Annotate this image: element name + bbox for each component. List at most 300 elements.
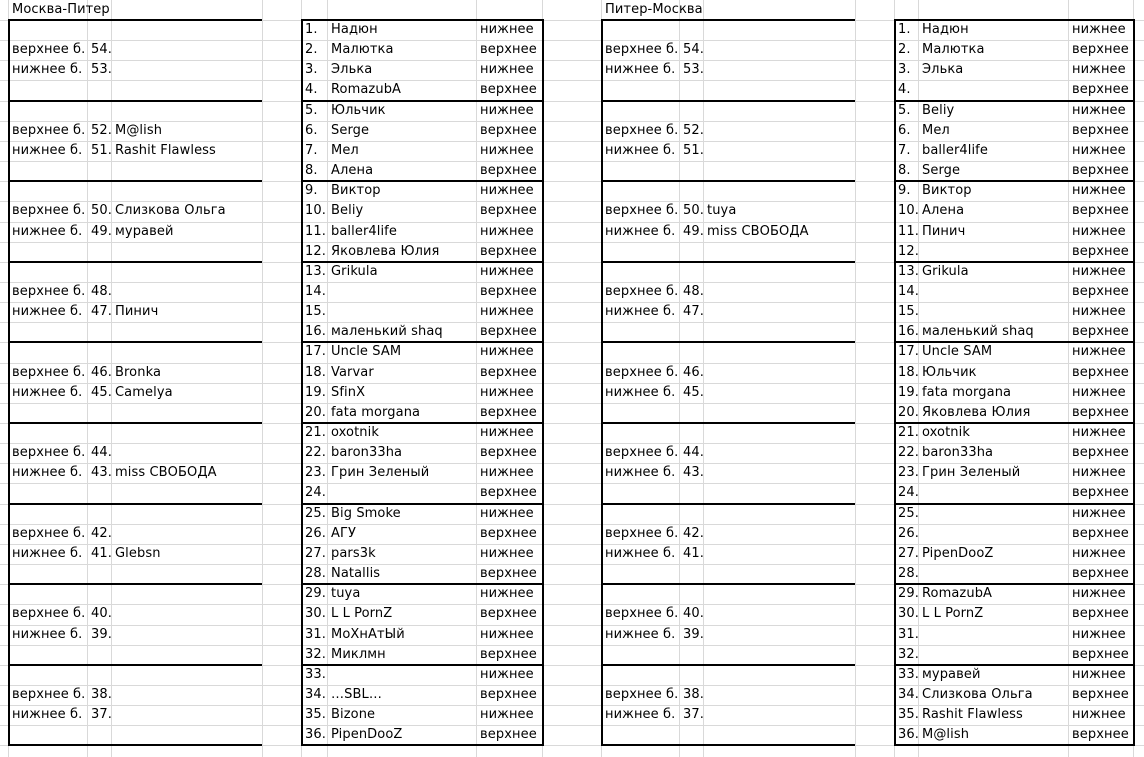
side-berth-type-cell[interactable]: нижнее б. [605,546,676,561]
seat-number-cell[interactable]: 22. [305,445,326,460]
seat-number-cell[interactable]: 29. [898,586,919,601]
berth-type-cell[interactable]: верхнее [1072,485,1129,500]
side-berth-type-cell[interactable]: верхнее б. [605,42,679,57]
side-passenger-name-cell[interactable] [704,60,707,80]
seat-number-cell[interactable]: 6. [305,123,318,138]
seat-number-cell[interactable]: 26. [898,526,919,541]
side-berth-type-cell[interactable]: нижнее б. [12,143,83,158]
berth-type-cell[interactable]: верхнее [1072,405,1129,420]
berth-type-cell[interactable]: нижнее [480,667,534,682]
side-berth-type-cell[interactable]: нижнее б. [12,627,83,642]
seat-number-cell[interactable]: 22. [898,445,919,460]
berth-type-cell[interactable]: верхнее [480,566,537,581]
seat-number-cell[interactable]: 29. [305,586,326,601]
seat-number-cell[interactable]: 19. [305,385,326,400]
berth-type-cell[interactable]: верхнее [480,727,537,742]
passenger-name-cell[interactable]: baller4life [922,143,988,158]
berth-type-cell[interactable]: верхнее [480,485,537,500]
berth-type-cell[interactable]: верхнее [1072,606,1129,621]
seat-number-cell[interactable]: 32. [898,647,919,662]
berth-type-cell[interactable]: нижнее [1072,344,1126,359]
seat-number-cell[interactable]: 35. [898,707,919,722]
passenger-name-cell[interactable]: Grikula [331,264,378,279]
berth-type-cell[interactable]: нижнее [480,344,534,359]
seat-number-cell[interactable]: 14. [305,284,326,299]
seat-number-cell[interactable]: 17. [305,344,326,359]
berth-type-cell[interactable]: нижнее [480,304,534,319]
seat-number-cell[interactable]: 15. [305,304,326,319]
seat-number-cell[interactable]: 2. [305,42,318,57]
side-passenger-name-cell[interactable] [112,604,115,624]
side-berth-type-cell[interactable]: верхнее б. [12,365,86,380]
berth-type-cell[interactable]: нижнее [1072,183,1126,198]
side-seat-number-cell[interactable]: 49. [91,224,112,239]
berth-type-cell[interactable]: нижнее [1072,465,1126,480]
berth-type-cell[interactable]: нижнее [1072,385,1126,400]
side-passenger-name-cell[interactable]: муравей [115,224,174,239]
passenger-name-cell[interactable]: Яковлева Юлия [922,405,1031,420]
seat-number-cell[interactable]: 23. [898,465,919,480]
passenger-name-cell[interactable]: Big Smoke [331,506,401,521]
berth-type-cell[interactable]: нижнее [480,425,534,440]
side-passenger-name-cell[interactable]: Camelya [115,385,173,400]
berth-type-cell[interactable]: нижнее [1072,304,1126,319]
berth-type-cell[interactable]: нижнее [480,627,534,642]
berth-type-cell[interactable]: верхнее [480,606,537,621]
side-seat-number-cell[interactable]: 54. [91,42,112,57]
seat-number-cell[interactable]: 28. [305,566,326,581]
side-berth-type-cell[interactable]: нижнее б. [605,465,676,480]
passenger-name-cell[interactable]: Мел [922,123,950,138]
passenger-name-cell[interactable]: baron33ha [331,445,403,460]
berth-type-cell[interactable]: верхнее [1072,123,1129,138]
passenger-name-cell[interactable] [919,645,922,665]
side-passenger-name-cell[interactable]: Пинич [115,304,159,319]
seat-number-cell[interactable]: 19. [898,385,919,400]
berth-type-cell[interactable]: верхнее [480,42,537,57]
berth-type-cell[interactable]: верхнее [480,687,537,702]
passenger-name-cell[interactable]: АГУ [331,526,357,541]
seat-number-cell[interactable]: 2. [898,42,911,57]
side-berth-type-cell[interactable]: нижнее б. [605,304,676,319]
passenger-name-cell[interactable]: маленький shaq [922,324,1034,339]
berth-type-cell[interactable]: нижнее [1072,103,1126,118]
side-seat-number-cell[interactable]: 44. [683,445,704,460]
side-passenger-name-cell[interactable]: M@lish [115,123,163,138]
berth-type-cell[interactable]: верхнее [480,324,537,339]
side-seat-number-cell[interactable]: 38. [683,687,704,702]
side-passenger-name-cell[interactable] [112,40,115,60]
seat-number-cell[interactable]: 11. [305,224,326,239]
berth-type-cell[interactable]: нижнее [480,264,534,279]
side-berth-type-cell[interactable]: верхнее б. [605,606,679,621]
passenger-name-cell[interactable] [919,524,922,544]
seat-number-cell[interactable]: 27. [305,546,326,561]
side-seat-number-cell[interactable]: 52. [91,123,112,138]
passenger-name-cell[interactable]: L L PornZ [331,606,393,621]
berth-type-cell[interactable]: нижнее [480,707,534,722]
side-seat-number-cell[interactable]: 44. [91,445,112,460]
seat-number-cell[interactable]: 11. [898,224,919,239]
passenger-name-cell[interactable] [919,242,922,262]
seat-number-cell[interactable]: 20. [305,405,326,420]
side-passenger-name-cell[interactable] [704,544,707,564]
berth-type-cell[interactable]: верхнее [1072,526,1129,541]
passenger-name-cell[interactable] [919,302,922,322]
side-berth-type-cell[interactable]: нижнее б. [605,143,676,158]
side-passenger-name-cell[interactable] [112,282,115,302]
passenger-name-cell[interactable]: Алена [331,163,374,178]
seat-number-cell[interactable]: 33. [898,667,919,682]
side-passenger-name-cell[interactable] [704,302,707,322]
side-berth-type-cell[interactable]: нижнее б. [605,224,676,239]
seat-number-cell[interactable]: 28. [898,566,919,581]
side-passenger-name-cell[interactable]: Rashit Flawless [115,143,216,158]
side-passenger-name-cell[interactable] [704,40,707,60]
passenger-name-cell[interactable] [919,282,922,302]
seat-number-cell[interactable]: 18. [898,365,919,380]
seat-number-cell[interactable]: 25. [898,506,919,521]
berth-type-cell[interactable]: верхнее [1072,365,1129,380]
berth-type-cell[interactable]: верхнее [480,123,537,138]
seat-number-cell[interactable]: 9. [898,183,911,198]
berth-type-cell[interactable]: нижнее [1072,707,1126,722]
passenger-name-cell[interactable]: Миклмн [331,647,386,662]
side-berth-type-cell[interactable]: верхнее б. [12,445,86,460]
seat-number-cell[interactable]: 21. [898,425,919,440]
side-berth-type-cell[interactable]: верхнее б. [605,203,679,218]
side-seat-number-cell[interactable]: 54. [683,42,704,57]
berth-type-cell[interactable]: нижнее [480,224,534,239]
passenger-name-cell[interactable]: Rashit Flawless [922,707,1023,722]
berth-type-cell[interactable]: нижнее [480,22,534,37]
side-berth-type-cell[interactable]: верхнее б. [605,284,679,299]
side-seat-number-cell[interactable]: 52. [683,123,704,138]
side-passenger-name-cell[interactable]: tuya [707,203,737,218]
side-seat-number-cell[interactable]: 48. [91,284,112,299]
side-seat-number-cell[interactable]: 37. [683,707,704,722]
sheet-title-moscow-piter[interactable]: Москва-Питер [12,2,110,17]
seat-number-cell[interactable]: 14. [898,284,919,299]
side-seat-number-cell[interactable]: 42. [91,526,112,541]
passenger-name-cell[interactable] [919,504,922,524]
side-seat-number-cell[interactable]: 46. [91,365,112,380]
side-berth-type-cell[interactable]: нижнее б. [12,224,83,239]
side-seat-number-cell[interactable]: 38. [91,687,112,702]
side-berth-type-cell[interactable]: нижнее б. [12,304,83,319]
passenger-name-cell[interactable]: Яковлева Юлия [331,244,440,259]
side-berth-type-cell[interactable]: верхнее б. [605,526,679,541]
seat-number-cell[interactable]: 8. [305,163,318,178]
seat-number-cell[interactable]: 13. [898,264,919,279]
passenger-name-cell[interactable] [919,80,922,100]
side-passenger-name-cell[interactable] [704,524,707,544]
passenger-name-cell[interactable]: Виктор [331,183,381,198]
passenger-name-cell[interactable]: Мел [331,143,359,158]
seat-number-cell[interactable]: 9. [305,183,318,198]
seat-number-cell[interactable]: 32. [305,647,326,662]
side-berth-type-cell[interactable]: верхнее б. [12,203,86,218]
seat-number-cell[interactable]: 13. [305,264,326,279]
side-seat-number-cell[interactable]: 50. [91,203,112,218]
passenger-name-cell[interactable]: fata morgana [922,385,1012,400]
seat-number-cell[interactable]: 16. [898,324,919,339]
berth-type-cell[interactable]: нижнее [480,143,534,158]
passenger-name-cell[interactable]: Алена [922,203,965,218]
berth-type-cell[interactable]: верхнее [480,405,537,420]
side-seat-number-cell[interactable]: 43. [683,465,704,480]
berth-type-cell[interactable]: нижнее [480,465,534,480]
side-seat-number-cell[interactable]: 37. [91,707,112,722]
passenger-name-cell[interactable] [919,625,922,645]
passenger-name-cell[interactable]: Bizone [331,707,376,722]
berth-type-cell[interactable]: нижнее [1072,506,1126,521]
seat-number-cell[interactable]: 7. [898,143,911,158]
passenger-name-cell[interactable]: L L PornZ [922,606,984,621]
seat-number-cell[interactable]: 16. [305,324,326,339]
sheet-title-piter-moscow[interactable]: Питер-Москва [605,2,703,17]
side-passenger-name-cell[interactable]: Bronka [115,365,162,380]
seat-number-cell[interactable]: 1. [898,22,911,37]
passenger-name-cell[interactable]: Грин Зеленый [922,465,1021,480]
passenger-name-cell[interactable]: RomazubA [331,82,402,97]
berth-type-cell[interactable]: верхнее [480,284,537,299]
passenger-name-cell[interactable] [328,282,331,302]
berth-type-cell[interactable]: нижнее [480,506,534,521]
side-berth-type-cell[interactable]: нижнее б. [605,62,676,77]
berth-type-cell[interactable]: верхнее [1072,324,1129,339]
berth-type-cell[interactable]: верхнее [1072,42,1129,57]
passenger-name-cell[interactable]: baller4life [331,224,397,239]
side-seat-number-cell[interactable]: 51. [91,143,112,158]
side-passenger-name-cell[interactable] [704,705,707,725]
passenger-name-cell[interactable]: муравей [922,667,981,682]
seat-number-cell[interactable]: 20. [898,405,919,420]
passenger-name-cell[interactable]: tuya [331,586,361,601]
side-seat-number-cell[interactable]: 40. [683,606,704,621]
berth-type-cell[interactable]: верхнее [1072,284,1129,299]
berth-type-cell[interactable]: нижнее [480,586,534,601]
side-passenger-name-cell[interactable] [112,705,115,725]
side-berth-type-cell[interactable]: верхнее б. [12,42,86,57]
side-berth-type-cell[interactable]: нижнее б. [12,465,83,480]
passenger-name-cell[interactable]: Слизкова Ольга [922,687,1033,702]
side-berth-type-cell[interactable]: нижнее б. [605,385,676,400]
berth-type-cell[interactable]: нижнее [1072,546,1126,561]
side-berth-type-cell[interactable]: верхнее б. [605,365,679,380]
seat-number-cell[interactable]: 24. [898,485,919,500]
seat-number-cell[interactable]: 5. [305,103,318,118]
seat-number-cell[interactable]: 21. [305,425,326,440]
passenger-name-cell[interactable]: Надюн [331,22,378,37]
seat-number-cell[interactable]: 30. [305,606,326,621]
passenger-name-cell[interactable]: M@lish [922,727,970,742]
berth-type-cell[interactable]: нижнее [1072,62,1126,77]
seat-number-cell[interactable]: 10. [305,203,326,218]
seat-number-cell[interactable]: 25. [305,506,326,521]
passenger-name-cell[interactable]: Uncle SAM [922,344,993,359]
passenger-name-cell[interactable] [328,302,331,322]
seat-number-cell[interactable]: 31. [305,627,326,642]
berth-type-cell[interactable]: верхнее [480,647,537,662]
berth-type-cell[interactable]: верхнее [480,203,537,218]
seat-number-cell[interactable]: 36. [305,727,326,742]
seat-number-cell[interactable]: 35. [305,707,326,722]
passenger-name-cell[interactable]: PipenDooZ [331,727,403,742]
seat-number-cell[interactable]: 3. [898,62,911,77]
seat-number-cell[interactable]: 18. [305,365,326,380]
berth-type-cell[interactable]: нижнее [1072,425,1126,440]
passenger-name-cell[interactable]: Varvar [331,365,374,380]
seat-number-cell[interactable]: 6. [898,123,911,138]
seat-number-cell[interactable]: 7. [305,143,318,158]
passenger-name-cell[interactable]: Виктор [922,183,972,198]
side-berth-type-cell[interactable]: верхнее б. [12,123,86,138]
side-seat-number-cell[interactable]: 47. [91,304,112,319]
seat-number-cell[interactable]: 1. [305,22,318,37]
passenger-name-cell[interactable]: Uncle SAM [331,344,402,359]
berth-type-cell[interactable]: нижнее [1072,667,1126,682]
berth-type-cell[interactable]: верхнее [480,365,537,380]
berth-type-cell[interactable]: нижнее [1072,224,1126,239]
side-passenger-name-cell[interactable]: miss СВОБОДА [115,465,217,480]
berth-type-cell[interactable]: верхнее [480,163,537,178]
side-passenger-name-cell[interactable] [704,383,707,403]
berth-type-cell[interactable]: нижнее [1072,264,1126,279]
side-berth-type-cell[interactable]: верхнее б. [605,123,679,138]
passenger-name-cell[interactable]: Пинич [922,224,966,239]
berth-type-cell[interactable]: верхнее [480,244,537,259]
side-passenger-name-cell[interactable] [704,685,707,705]
seat-number-cell[interactable]: 34. [305,687,326,702]
side-seat-number-cell[interactable]: 41. [683,546,704,561]
side-seat-number-cell[interactable]: 42. [683,526,704,541]
passenger-name-cell[interactable]: маленький shaq [331,324,443,339]
side-berth-type-cell[interactable]: верхнее б. [605,687,679,702]
seat-number-cell[interactable]: 8. [898,163,911,178]
side-passenger-name-cell[interactable]: Слизкова Ольга [115,203,226,218]
berth-type-cell[interactable]: верхнее [1072,687,1129,702]
side-seat-number-cell[interactable]: 45. [91,385,112,400]
passenger-name-cell[interactable] [328,665,331,685]
side-passenger-name-cell[interactable]: miss СВОБОДА [707,224,809,239]
side-berth-type-cell[interactable]: верхнее б. [605,445,679,460]
berth-type-cell[interactable]: верхнее [480,526,537,541]
seat-number-cell[interactable]: 12. [305,244,326,259]
side-seat-number-cell[interactable]: 43. [91,465,112,480]
passenger-name-cell[interactable] [919,564,922,584]
passenger-name-cell[interactable]: RomazubA [922,586,993,601]
seat-number-cell[interactable]: 4. [898,82,911,97]
passenger-name-cell[interactable]: Юльчик [922,365,977,380]
side-berth-type-cell[interactable]: нижнее б. [605,627,676,642]
side-passenger-name-cell[interactable] [112,625,115,645]
side-berth-type-cell[interactable]: нижнее б. [12,62,83,77]
berth-type-cell[interactable]: верхнее [1072,445,1129,460]
side-passenger-name-cell[interactable] [112,443,115,463]
side-seat-number-cell[interactable]: 39. [91,627,112,642]
seat-number-cell[interactable]: 5. [898,103,911,118]
passenger-name-cell[interactable]: Serge [331,123,370,138]
passenger-name-cell[interactable]: Grikula [922,264,969,279]
seat-number-cell[interactable]: 4. [305,82,318,97]
side-seat-number-cell[interactable]: 49. [683,224,704,239]
berth-type-cell[interactable]: нижнее [480,546,534,561]
passenger-name-cell[interactable]: oxotnik [331,425,379,440]
side-seat-number-cell[interactable]: 53. [683,62,704,77]
seat-number-cell[interactable]: 31. [898,627,919,642]
berth-type-cell[interactable]: нижнее [480,62,534,77]
passenger-name-cell[interactable]: SfinX [331,385,366,400]
side-passenger-name-cell[interactable] [112,685,115,705]
side-seat-number-cell[interactable]: 40. [91,606,112,621]
berth-type-cell[interactable]: верхнее [480,82,537,97]
seat-number-cell[interactable]: 3. [305,62,318,77]
passenger-name-cell[interactable]: Грин Зеленый [331,465,430,480]
passenger-name-cell[interactable]: Serge [922,163,961,178]
berth-type-cell[interactable]: верхнее [1072,727,1129,742]
side-berth-type-cell[interactable]: верхнее б. [12,526,86,541]
side-seat-number-cell[interactable]: 47. [683,304,704,319]
seat-number-cell[interactable]: 15. [898,304,919,319]
side-berth-type-cell[interactable]: верхнее б. [12,687,86,702]
passenger-name-cell[interactable]: Natallis [331,566,381,581]
side-berth-type-cell[interactable]: нижнее б. [12,546,83,561]
side-seat-number-cell[interactable]: 45. [683,385,704,400]
side-berth-type-cell[interactable]: нижнее б. [605,707,676,722]
seat-number-cell[interactable]: 10. [898,203,919,218]
side-seat-number-cell[interactable]: 48. [683,284,704,299]
passenger-name-cell[interactable]: PipenDooZ [922,546,994,561]
passenger-name-cell[interactable]: Надюн [922,22,969,37]
passenger-name-cell[interactable]: Элька [922,62,964,77]
side-passenger-name-cell[interactable] [704,282,707,302]
side-seat-number-cell[interactable]: 41. [91,546,112,561]
passenger-name-cell[interactable]: Малютка [331,42,394,57]
side-berth-type-cell[interactable]: нижнее б. [12,385,83,400]
side-passenger-name-cell[interactable] [704,463,707,483]
berth-type-cell[interactable]: нижнее [1072,627,1126,642]
passenger-name-cell[interactable] [328,483,331,503]
berth-type-cell[interactable]: нижнее [1072,22,1126,37]
passenger-name-cell[interactable]: Элька [331,62,373,77]
seat-number-cell[interactable]: 36. [898,727,919,742]
seat-number-cell[interactable]: 12. [898,244,919,259]
side-seat-number-cell[interactable]: 39. [683,627,704,642]
side-passenger-name-cell[interactable] [112,524,115,544]
berth-type-cell[interactable]: верхнее [1072,203,1129,218]
side-seat-number-cell[interactable]: 46. [683,365,704,380]
side-passenger-name-cell[interactable] [112,60,115,80]
side-passenger-name-cell[interactable] [704,141,707,161]
side-berth-type-cell[interactable]: верхнее б. [12,606,86,621]
berth-type-cell[interactable]: верхнее [1072,566,1129,581]
side-berth-type-cell[interactable]: нижнее б. [12,707,83,722]
seat-number-cell[interactable]: 34. [898,687,919,702]
passenger-name-cell[interactable]: Beliy [331,203,364,218]
berth-type-cell[interactable]: нижнее [480,385,534,400]
side-passenger-name-cell[interactable]: Glebsn [115,546,161,561]
berth-type-cell[interactable]: верхнее [1072,163,1129,178]
side-passenger-name-cell[interactable] [704,363,707,383]
passenger-name-cell[interactable]: МоХнАтЫй [331,627,405,642]
passenger-name-cell[interactable] [919,483,922,503]
seat-number-cell[interactable]: 30. [898,606,919,621]
berth-type-cell[interactable]: нижнее [480,103,534,118]
berth-type-cell[interactable]: верхнее [1072,244,1129,259]
berth-type-cell[interactable]: верхнее [480,445,537,460]
seat-number-cell[interactable]: 24. [305,485,326,500]
